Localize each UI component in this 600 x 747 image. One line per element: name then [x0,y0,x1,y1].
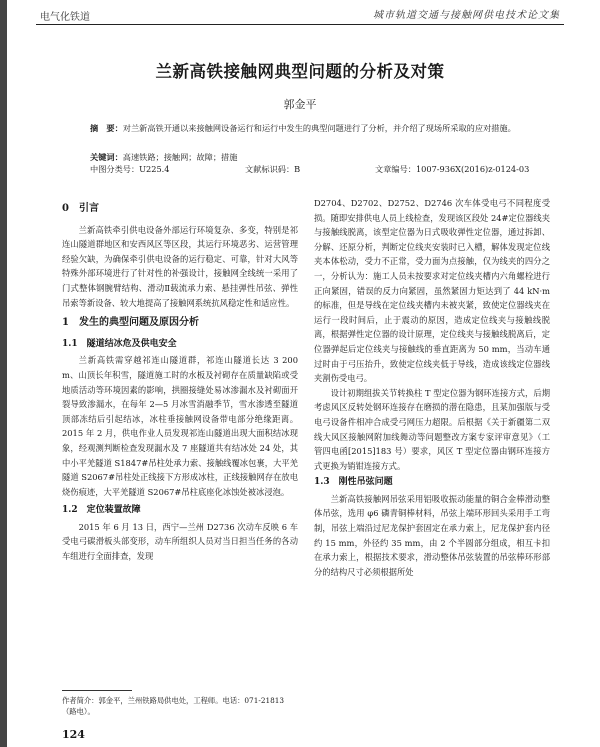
keywords-text: 高速铁路；接触网；故障；措施 [122,152,238,162]
article-number: 文章编号：1007-936X(2016)z-0124-03 [375,164,530,174]
clc-number: 中图分类号：U225.4 [90,164,170,174]
subsection-heading-1-1: 1.1 隧道结冰危及供电安全 [62,338,177,349]
keywords [90,150,530,165]
running-header-right: 城市轨道交通与接触网供电技术论文集 [373,10,560,21]
subsection-heading-1-2: 1.2 定位装置故障 [62,505,141,516]
page-number: 124 [62,728,85,741]
intro-paragraph: 兰新高铁牵引供电设备外部运行环境复杂、多变，特别是祁连山隧道群地区和安西风区等区段，其运行环境恶劣、运营管理经验欠缺，为确保牵引供电设备的运行稳定、可靠，针对大风等特殊外部环境进行了针对性的补强设计，接触网全线统一采用了门式整体钢腕臂结构、滑动Ⅱ载流承力索、悬挂弹性吊弦、弹性吊索等新设备、较大地提高了接触网系统抗风稳定性和适应性。 [62,224,298,308]
author-name: 郭金平 [283,98,317,111]
author-footnote: 作者简介：郭金平，兰州铁路局供电处，工程师。电话：071-21813（路电）。 [62,696,285,716]
abstract-text: 对兰新高铁开通以来接触网设备运行和运行中发生的典型问题进行了分析，并介绍了现场所采取的应对措施。 [122,123,516,133]
document-code: 文献标识码：B [245,164,301,174]
scan-edge [0,0,7,747]
keywords-label: 关键词： [90,152,123,162]
right-column [314,196,550,579]
section-heading-1: 1 发生的典型问题及原因分析 [62,317,199,329]
subsection-heading-1-3: 1.3 刚性吊弦问题 [314,477,393,488]
running-header-left: 电气化铁道 [40,12,90,23]
paragraph-1-2-b: 设计初期组拔关节转换柱 T 型定位器为钢环连接方式，后期考虑风区反转处钢环连接存在磨损的潜在隐患，且某加强版与受电弓设备件相冲合成受弓网压力超限。后根据《关于新疆第二双线大风区接触网附加线舞动等问题整改方案专家评审意见》（工管四电函[2015]183 号）要求，风区 T 型定位器由钢环连接方式更换为销钳连接方式。 [314,387,550,471]
paragraph-1-1: 兰新高铁需穿越祁连山隧道群，祁连山隧道长达 3 200 m、山顶长年积雪，隧道施工时的水板及衬砌存在质量缺陷或受地质活动等环境因素的影响，拱圈接缝处易冰渗漏水及衬砌面开裂导致渗漏水，在每年 2—5 月冰雪消融季节，雪水渗透至隧道顶部冻结后引起结冰，冰柱垂接触网设备带电部分绝缘距离。2015 年 2 月，供电作业人员发现祁连山隧道出现大面积结冰现象，经观测判断检查发现漏水及 7 座隧道共有结冰处 24 处，其中小平羌隧道 S1847#吊柱处承力索、接触线覆冰包裹，大平羌隧道 S2067#吊柱处正线接下方形成冰柱，正线接触网存在放电烧伤痕迹，大平羌隧道 S2067#吊柱底座化冰蚀处被冰浸泡。 [62,355,298,497]
section-heading-0: 0 引言 [62,203,99,214]
abstract-label: 摘 要： [90,123,123,133]
paragraph-1-2: 2015 年 6 月 13 日，西宁—兰州 D2736 次动车反映 6 车受电弓碳滑板头部变形，动车所组织人员对当日担当任务的各动车组进行全面排查，发现 [62,521,298,562]
footnote-rule [62,690,132,691]
paragraph-1-3: 兰新高铁接触网吊弦采用铝吸收振动能量的铜合金棒滑动整体吊弦，选用 φ6 磷青铜棒材料，吊弦上端环形回头采用手工弯制，吊弦上端沿过尼龙保护套固定在承力索上，尼龙保护套内径约 15 mm，外径约 35 mm，由 2 个半圆部分组成，相互卡扣在承力索上，根据技术要求，滑动整体吊弦装置的吊弦棒环形部分的结构尺寸必须根据所处 [314,493,550,577]
left-column [62,196,298,564]
paper-title: 兰新高铁接触网典型问题的分析及对策 [155,62,445,81]
abstract [90,121,530,136]
header-rule [36,24,564,25]
paragraph-1-2-cont: D2704、D2702、D2752、D2746 次车体受电弓不同程度受损。随即安排供电人员上线检查，发现该区段处 24#定位器线夹与接触线脱离，该型定位器为日式吸收弹性定位器，通过拆卸、分解、还原分析，判断定位线夹安装时已入槽，解体发现定位线夹本体松动，受力不正常，受力面为点接触，仅为线夹的四分之一，分析认为：施工人员未按要求对定位线夹槽内六角螺栓进行正向紧固，错误的反力向紧固，虽然紧固力矩达到了 44 kN·m 的标准，但是导线在定位线夹槽内未被夹紧，致使定位器线夹在运行一段时间后，止于震动的原因，造成定位线夹与接触线脱离，根据弹性定位器的设计原理，定位线夹与接触线脱离后，定位器弹起后定位线夹与接触线的垂直距离为 50 mm，当动车通过时由于弓压抬升，致使定位线夹低于导线，造成该线定位器线夹割伤受电弓。 [314,198,550,384]
